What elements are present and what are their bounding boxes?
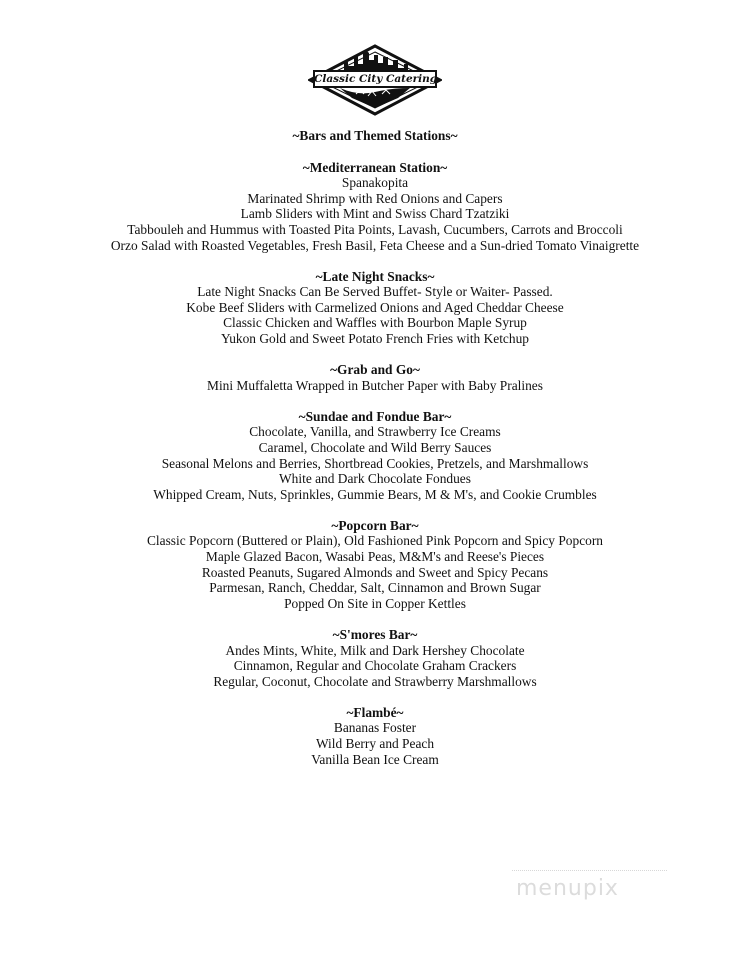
menu-section (0, 409, 750, 503)
menu-item: Classic Chicken and Waffles with Bourbon Maple Syrup (223, 315, 527, 331)
menu-section (0, 705, 750, 767)
menu-item: Chocolate, Vanilla, and Strawberry Ice Creams (249, 424, 501, 440)
watermark-divider (512, 870, 667, 872)
menu-sections (0, 160, 750, 768)
menu-section (0, 362, 750, 393)
menu-item: Yukon Gold and Sweet Potato French Fries with Ketchup (221, 331, 529, 347)
section-title: ~S'mores Bar~ (332, 626, 418, 642)
section-title: ~Sundae and Fondue Bar~ (298, 408, 452, 424)
menu-item: Lamb Sliders with Mint and Swiss Chard Tzatziki (240, 206, 510, 222)
menu-item: Vanilla Bean Ice Cream (311, 751, 439, 767)
logo-wordmark: Classic City Catering (314, 73, 438, 85)
menu-item: Parmesan, Ranch, Cheddar, Salt, Cinnamon and Brown Sugar (209, 580, 541, 596)
menu-item: Popped On Site in Copper Kettles (284, 595, 466, 611)
menu-section (0, 269, 750, 347)
menu-item: Wild Berry and Peach (315, 736, 435, 751)
menu-item: White and Dark Chocolate Fondues (279, 471, 471, 487)
section-title: ~Late Night Snacks~ (315, 268, 435, 284)
menu-section (0, 518, 750, 612)
section-title: ~Flambé~ (346, 704, 404, 720)
section-title: ~Popcorn Bar~ (331, 517, 419, 533)
menu-item: Classic Popcorn (Buttered or Plain), Old Fashioned Pink Popcorn and Spicy Popcorn (147, 533, 603, 549)
menu-item: Andes Mints, White, Milk and Dark Hershey Chocolate (225, 642, 525, 658)
section-title: ~Mediterranean Station~ (302, 159, 448, 175)
menu-item: Whipped Cream, Nuts, Sprinkles, Gummie Bears, M & M's, and Cookie Crumbles (153, 486, 597, 502)
menu-item: Seasonal Melons and Berries, Shortbread Cookies, Pretzels, and Marshmallows (161, 455, 589, 471)
menu-content (0, 128, 750, 783)
menu-item: Marinated Shrimp with Red Onions and Capers (247, 190, 503, 206)
menu-item: Tabbouleh and Hummus with Toasted Pita Points, Lavash, Cucumbers, Carrots and Broccoli (127, 221, 623, 237)
menu-section (0, 160, 750, 254)
page-title: ~Bars and Themed Stations~ (292, 128, 458, 143)
menupix-watermark (512, 870, 667, 910)
menu-item: Regular, Coconut, Chocolate and Strawberry Marshmallows (213, 673, 537, 689)
menu-item: Kobe Beef Sliders with Carmelized Onions and Aged Cheddar Cheese (186, 299, 564, 315)
menu-item: Spanakopita (341, 175, 409, 191)
menu-item: Cinnamon, Regular and Chocolate Graham Crackers (233, 658, 517, 674)
watermark-text: menupix (516, 876, 619, 901)
menu-item: Late Night Snacks Can Be Served Buffet- Style or Waiter- Passed. (197, 284, 553, 300)
menu-section (0, 627, 750, 689)
company-logo (308, 44, 442, 116)
section-title: ~Grab and Go~ (330, 362, 420, 378)
menu-item: Caramel, Chocolate and Wild Berry Sauces (258, 440, 492, 455)
menu-item: Maple Glazed Bacon, Wasabi Peas, M&M's and Reese's Pieces (205, 549, 545, 565)
menu-item: Roasted Peanuts, Sugared Almonds and Sweet and Spicy Pecans (201, 564, 549, 580)
menu-item: Orzo Salad with Roasted Vegetables, Fresh Basil, Feta Cheese and a Sun-dried Tomato Vinaigrette (110, 237, 640, 253)
menu-item: Mini Muffaletta Wrapped in Butcher Paper with Baby Pralines (207, 377, 543, 393)
menu-item: Bananas Foster (333, 720, 417, 736)
